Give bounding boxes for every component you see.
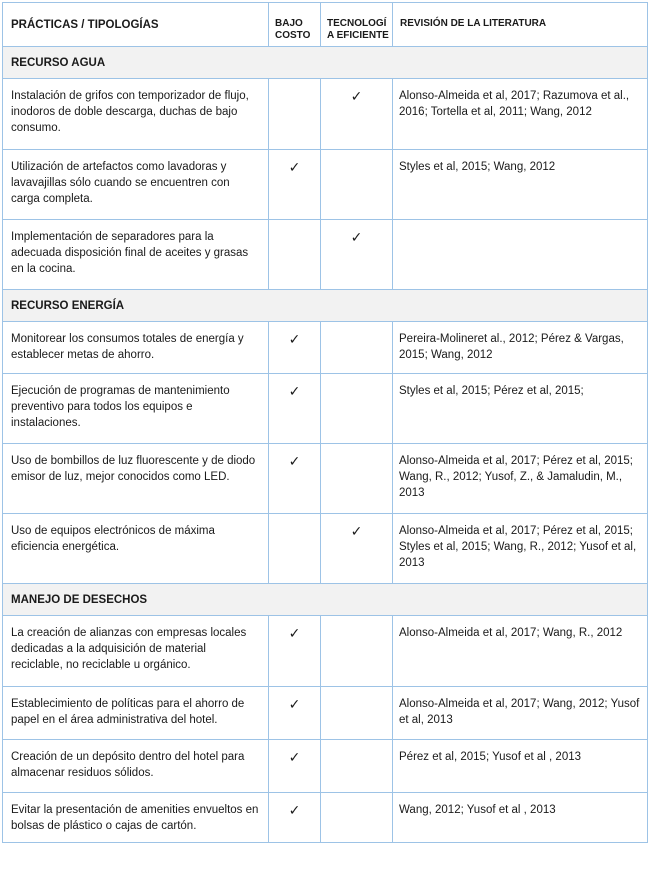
bajo-costo-cell (269, 150, 321, 220)
bajo-costo-cell (269, 793, 321, 843)
tecnologia-cell (321, 150, 393, 220)
practice-cell: Uso de equipos electrónicos de máxima eficiencia energética. (3, 514, 269, 584)
literature-cell: Styles et al, 2015; Wang, 2012 (393, 150, 648, 220)
literature-cell: Alonso-Almeida et al, 2017; Wang, 2012; Yusof et al, 2013 (393, 687, 648, 740)
checkmark-icon: ✓ (350, 229, 363, 245)
literature-cell: Pereira-Molineret al., 2012; Pérez & Vargas, 2015; Wang, 2012 (393, 322, 648, 374)
checkmark-icon: ✓ (288, 802, 301, 818)
tecnologia-cell (321, 514, 393, 584)
practice-cell: Utilización de artefactos como lavadoras y lavavajillas sólo cuando se encuentren con carga completa. (3, 150, 269, 220)
table-row (3, 687, 648, 740)
practice-cell: Uso de bombillos de luz fluorescente y de diodo emisor de luz, mejor conocidos como LED. (3, 444, 269, 514)
bajo-costo-cell (269, 322, 321, 374)
literature-cell: Alonso-Almeida et al, 2017; Wang, R., 2012 (393, 616, 648, 687)
bajo-costo-cell (269, 740, 321, 793)
tecnologia-cell (321, 79, 393, 150)
section-title: RECURSO ENERGÍA (3, 290, 648, 322)
header-revision: REVISIÓN DE LA LITERATURA (393, 3, 648, 47)
table-row (3, 616, 648, 687)
section-row-agua (3, 47, 648, 79)
table-row (3, 514, 648, 584)
checkmark-icon: ✓ (288, 696, 301, 712)
header-row (3, 3, 648, 47)
header-tecnologia: TECNOLOGÍ A EFICIENTE (321, 3, 393, 47)
table-row (3, 374, 648, 444)
practice-cell: Establecimiento de políticas para el ahorro de papel en el área administrativa del hotel. (3, 687, 269, 740)
bajo-costo-cell (269, 79, 321, 150)
literature-cell: Alonso-Almeida et al, 2017; Pérez et al, 2015; Wang, R., 2012; Yusof, Z., & Jamaludin, M., 2013 (393, 444, 648, 514)
table-row (3, 79, 648, 150)
section-title: RECURSO AGUA (3, 47, 648, 79)
bajo-costo-cell (269, 687, 321, 740)
literature-cell: Alonso-Almeida et al, 2017; Razumova et al., 2016; Tortella et al, 2011; Wang, 2012 (393, 79, 648, 150)
practice-cell: Creación de un depósito dentro del hotel para almacenar residuos sólidos. (3, 740, 269, 793)
checkmark-icon: ✓ (350, 88, 363, 104)
table-row (3, 444, 648, 514)
practice-cell: La creación de alianzas con empresas locales dedicadas a la adquisición de material reciclable, no reciclable u orgánico. (3, 616, 269, 687)
bajo-costo-cell (269, 220, 321, 290)
tecnologia-cell (321, 220, 393, 290)
tecnologia-cell (321, 740, 393, 793)
section-row-energia (3, 290, 648, 322)
practice-cell: Instalación de grifos con temporizador de flujo, inodoros de doble descarga, duchas de bajo consumo. (3, 79, 269, 150)
tecnologia-cell (321, 322, 393, 374)
practice-cell: Monitorear los consumos totales de energía y establecer metas de ahorro. (3, 322, 269, 374)
literature-cell: Alonso-Almeida et al, 2017; Pérez et al, 2015; Styles et al, 2015; Wang, R., 2012; Yusof et al, 2013 (393, 514, 648, 584)
section-title: MANEJO DE DESECHOS (3, 584, 648, 616)
tecnologia-cell (321, 374, 393, 444)
checkmark-icon: ✓ (288, 749, 301, 765)
checkmark-icon: ✓ (288, 331, 301, 347)
tecnologia-cell (321, 444, 393, 514)
tecnologia-cell (321, 616, 393, 687)
checkmark-icon: ✓ (288, 383, 301, 399)
table-row (3, 793, 648, 843)
table-row (3, 322, 648, 374)
literature-cell: Wang, 2012; Yusof et al , 2013 (393, 793, 648, 843)
header-practicas: PRÁCTICAS / TIPOLOGÍAS (3, 3, 269, 47)
bajo-costo-cell (269, 374, 321, 444)
practice-cell: Evitar la presentación de amenities envueltos en bolsas de plástico o cajas de cartón. (3, 793, 269, 843)
table-row (3, 220, 648, 290)
practice-cell: Ejecución de programas de mantenimiento preventivo para todos los equipos e instalaciones. (3, 374, 269, 444)
checkmark-icon: ✓ (288, 625, 301, 641)
practice-cell: Implementación de separadores para la adecuada disposición final de aceites y grasas en la cocina. (3, 220, 269, 290)
literature-cell: Pérez et al, 2015; Yusof et al , 2013 (393, 740, 648, 793)
literature-cell: Styles et al, 2015; Pérez et al, 2015; (393, 374, 648, 444)
header-bajo-costo: BAJO COSTO (269, 3, 321, 47)
practices-table-container (2, 2, 648, 843)
table-row (3, 150, 648, 220)
checkmark-icon: ✓ (350, 523, 363, 539)
checkmark-icon: ✓ (288, 159, 301, 175)
practices-table (2, 2, 648, 843)
tecnologia-cell (321, 687, 393, 740)
bajo-costo-cell (269, 616, 321, 687)
bajo-costo-cell (269, 514, 321, 584)
tecnologia-cell (321, 793, 393, 843)
literature-cell (393, 220, 648, 290)
bajo-costo-cell (269, 444, 321, 514)
checkmark-icon: ✓ (288, 453, 301, 469)
section-row-desechos (3, 584, 648, 616)
table-row (3, 740, 648, 793)
